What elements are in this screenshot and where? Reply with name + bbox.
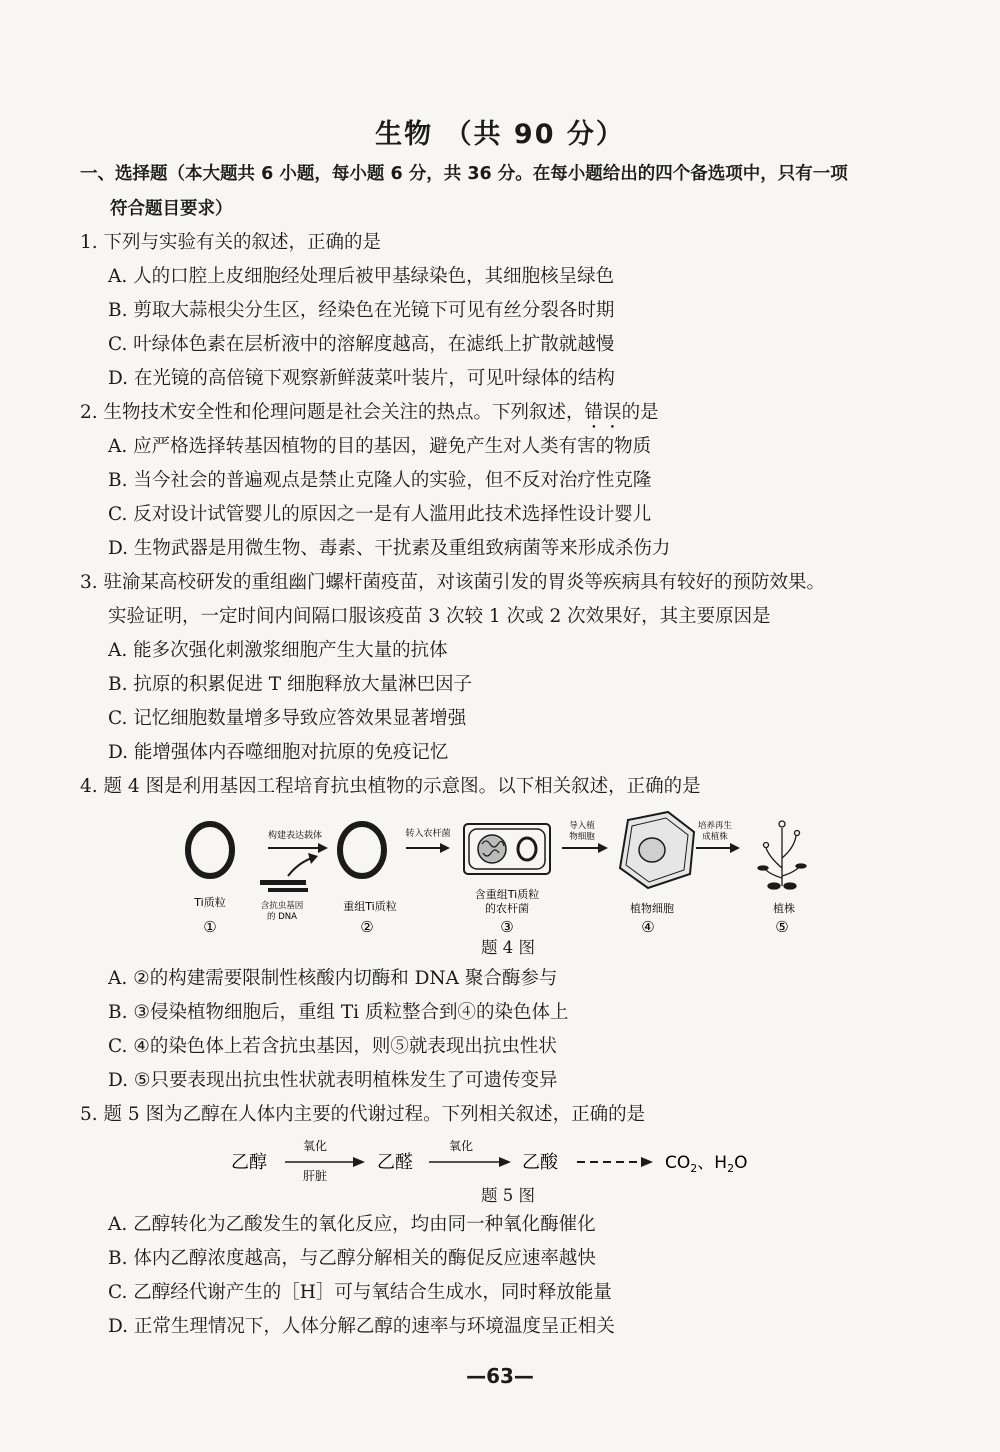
fig-num-1: ① bbox=[203, 918, 217, 936]
q2-option-b: B. 当今社会的普遍观点是禁止克隆人的实验，但不反对治疗性克隆 bbox=[108, 470, 652, 491]
acetaldehyde-label: 乙醛 bbox=[377, 1152, 413, 1173]
section-heading: 一、选择题（本大题共 6 小题，每小题 6 分，共 36 分。在每小题给出的四个备选项中，只有一项 bbox=[80, 164, 848, 184]
arrow2-top-label: 氧化 bbox=[448, 1139, 474, 1153]
arrow3-label-2: 物细胞 bbox=[569, 832, 595, 842]
plant-cell-nucleus bbox=[639, 838, 665, 862]
bacterium-label-1: 含重组Ti质粒 bbox=[474, 888, 540, 901]
arrow1-head bbox=[318, 843, 328, 853]
acetic-acid-label: 乙酸 bbox=[522, 1152, 558, 1173]
q2-stem bbox=[80, 400, 659, 433]
h2o-h: H bbox=[714, 1153, 728, 1173]
page-number: —63— bbox=[466, 1364, 534, 1388]
arrow2-head bbox=[440, 843, 450, 853]
arrow1-top-label: 氧化 bbox=[302, 1139, 328, 1153]
q4-option-a: A. ②的构建需要限制性核酸内切酶和 DNA 聚合酶参与 bbox=[108, 968, 558, 989]
q2-stem-post: 的是 bbox=[621, 402, 659, 423]
fig-num-5: ⑤ bbox=[775, 918, 789, 936]
q1-option-b: B. 剪取大蒜根尖分生区，经染色在光镜下可见有丝分裂各时期 bbox=[108, 300, 615, 321]
dna-label-1: 含抗虫基因 bbox=[260, 901, 304, 911]
bacterium-plasmid bbox=[518, 838, 536, 860]
co2-text: CO bbox=[665, 1153, 691, 1173]
q2-option-c: C. 反对设计试管婴儿的原因之一是有人滥用此技术选择性设计婴儿 bbox=[108, 504, 652, 525]
q2-option-d: D. 生物武器是用微生物、毒素、干扰素及重组致病菌等来形成杀伤力 bbox=[108, 538, 671, 559]
dna-label-2: 的 DNA bbox=[267, 912, 297, 922]
q2-stem-pre: 2. 生物技术安全性和伦理问题是社会关注的热点。下列叙述， bbox=[80, 402, 585, 423]
q1-option-c: C. 叶绿体色素在层析液中的溶解度越高，在滤纸上扩散就越慢 bbox=[108, 334, 615, 355]
q4-option-c: C. ④的染色体上若含抗虫基因，则⑤就表现出抗虫性状 bbox=[108, 1036, 557, 1057]
q1-stem: 1. 下列与实验有关的叙述，正确的是 bbox=[80, 232, 382, 253]
q3-option-b: B. 抗原的积累促进 T 细胞释放大量淋巴因子 bbox=[108, 674, 472, 695]
plant-label: 植株 bbox=[773, 902, 795, 915]
q2-option-a: A. 应严格选择转基因植物的目的基因，避免产生对人类有害的物质 bbox=[108, 436, 652, 457]
q3-option-d: D. 能增强体内吞噬细胞对抗原的免疫记忆 bbox=[108, 742, 449, 763]
arrow3-label-1: 导入植 bbox=[569, 821, 595, 831]
arrow1-label: 构建表达载体 bbox=[267, 831, 323, 841]
q1-option-a: A. 人的口腔上皮细胞经处理后被甲基绿染色，其细胞核呈绿色 bbox=[108, 266, 615, 287]
page-title: 生物 （共 90 分） bbox=[375, 119, 625, 150]
bacterium-label-2: 的农杆菌 bbox=[485, 902, 529, 915]
dna-fragment bbox=[260, 880, 306, 885]
arrow4-label-1: 培养再生 bbox=[697, 821, 733, 831]
q3-option-c: C. 记忆细胞数量增多导致应答效果显著增强 bbox=[108, 708, 467, 729]
arrow4-label-2: 成植株 bbox=[702, 832, 728, 842]
q5-option-b: B. 体内乙醇浓度越高，与乙醇分解相关的酶促反应速率越快 bbox=[108, 1248, 596, 1269]
section-heading-cont: 符合题目要求） bbox=[110, 199, 233, 219]
cell-label: 植物细胞 bbox=[630, 902, 674, 915]
q5-option-d: D. 正常生理情况下，人体分解乙醇的速率与环境温度呈正相关 bbox=[108, 1316, 615, 1337]
q4-option-d: D. ⑤只要表现出抗虫性状就表明植株发生了可遗传变异 bbox=[108, 1070, 558, 1091]
h2o-o: O bbox=[734, 1153, 748, 1173]
arrow1-bottom-label: 肝脏 bbox=[302, 1169, 328, 1183]
q4-option-b: B. ③侵染植物细胞后，重组 Ti 质粒整合到④的染色体上 bbox=[108, 1002, 569, 1023]
q5-arrow3-head bbox=[641, 1157, 653, 1167]
q2-stem-emphasis: 错误 bbox=[584, 402, 622, 423]
arrow3-head bbox=[598, 843, 608, 853]
q3-stem-line2: 实验证明，一定时间内间隔口服该疫苗 3 次较 1 次或 2 次效果好，其主要原因是 bbox=[108, 606, 771, 627]
ti-plasmid-label: Ti质粒 bbox=[194, 896, 226, 909]
q5-figure bbox=[225, 1136, 785, 1186]
ti-plasmid-ring bbox=[188, 824, 232, 876]
bacterium-chromosome bbox=[478, 835, 506, 863]
ethanol-label: 乙醇 bbox=[231, 1152, 267, 1173]
q4-figure-caption: 题 4 图 bbox=[481, 938, 535, 957]
plant-icon bbox=[758, 821, 806, 889]
q5-option-a: A. 乙醇转化为乙酸发生的氧化反应，均由同一种氧化酶催化 bbox=[108, 1214, 596, 1235]
dna-fragment-2 bbox=[268, 888, 308, 892]
products-label bbox=[665, 1153, 747, 1175]
q5-stem: 5. 题 5 图为乙醇在人体内主要的代谢过程。下列相关叙述，正确的是 bbox=[80, 1104, 646, 1125]
co2-subscript: 2 bbox=[690, 1162, 698, 1175]
arrow2-label: 转入农杆菌 bbox=[405, 829, 451, 839]
arrow4-head bbox=[730, 843, 740, 853]
dna-arrow-head bbox=[308, 853, 318, 864]
fig-num-3: ③ bbox=[500, 918, 514, 936]
q4-stem: 4. 题 4 图是利用基因工程培育抗虫植物的示意图。以下相关叙述，正确的是 bbox=[80, 776, 701, 797]
q1-option-d: D. 在光镜的高倍镜下观察新鲜菠菜叶装片，可见叶绿体的结构 bbox=[108, 368, 615, 389]
h2o-subscript: 2 bbox=[727, 1162, 735, 1175]
q5-figure-caption: 题 5 图 bbox=[481, 1186, 535, 1205]
dna-arrow bbox=[288, 858, 312, 876]
q5-option-c: C. 乙醇经代谢产生的［H］可与氧结合生成水，同时释放能量 bbox=[108, 1282, 612, 1303]
q3-option-a: A. 能多次强化刺激浆细胞产生大量的抗体 bbox=[108, 640, 448, 661]
recombinant-plasmid-ring bbox=[340, 824, 384, 876]
fig-num-4: ④ bbox=[641, 918, 655, 936]
recombinant-label: 重组Ti质粒 bbox=[343, 900, 397, 913]
q4-figure bbox=[170, 808, 830, 938]
fig-num-2: ② bbox=[360, 918, 374, 936]
q3-stem-line1: 3. 驻渝某高校研发的重组幽门螺杆菌疫苗，对该菌引发的胃炎等疾病具有较好的预防效果。 bbox=[80, 572, 826, 593]
products-separator: 、 bbox=[697, 1153, 715, 1173]
q5-arrow2-head bbox=[499, 1157, 511, 1167]
q5-arrow1-head bbox=[353, 1157, 365, 1167]
